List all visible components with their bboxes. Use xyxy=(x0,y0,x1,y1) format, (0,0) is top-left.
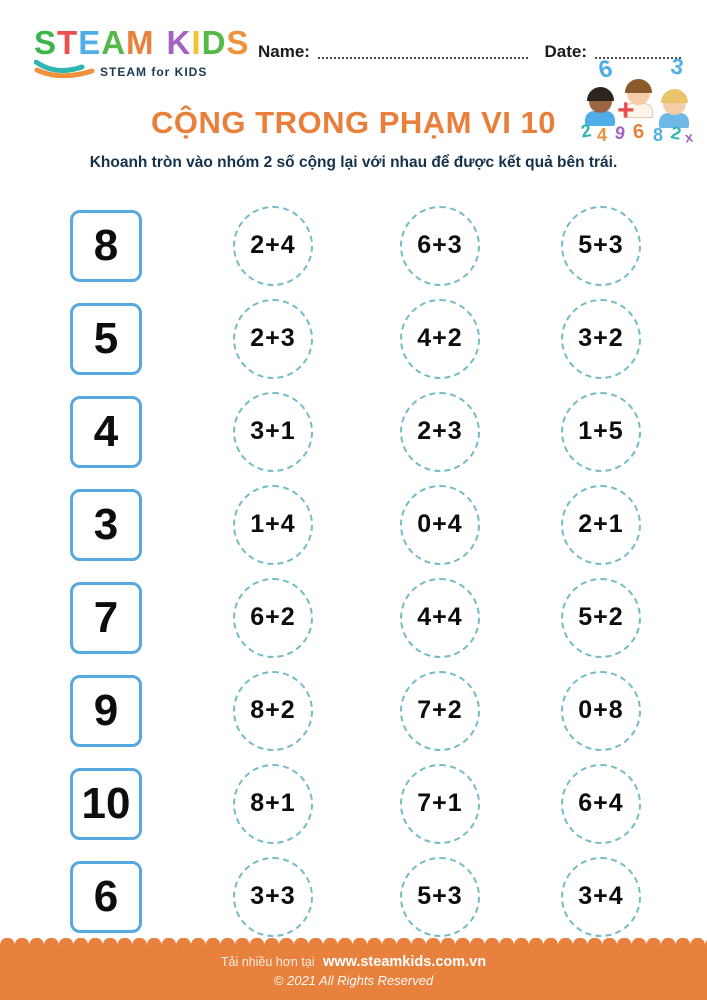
logo-letter: K xyxy=(166,24,192,61)
logo-letter: D xyxy=(201,24,227,61)
option-circle[interactable] xyxy=(561,299,641,379)
kids-illustration xyxy=(579,53,695,150)
option-circle[interactable] xyxy=(233,857,313,937)
option-circle[interactable] xyxy=(400,392,480,472)
option-circle[interactable] xyxy=(233,671,313,751)
option-circle[interactable] xyxy=(233,299,313,379)
option-sum: 3+1 xyxy=(250,417,296,445)
worksheet-row xyxy=(0,292,707,385)
illustration-number: 9 xyxy=(613,122,627,144)
footer-url[interactable]: www.steamkids.com.vn xyxy=(323,954,487,970)
worksheet-row xyxy=(0,664,707,757)
target-number: 8 xyxy=(70,210,142,282)
footer-download-line xyxy=(0,945,707,970)
option-circle[interactable] xyxy=(561,578,641,658)
option-sum: 8+1 xyxy=(250,789,296,817)
illustration-number: 2 xyxy=(669,122,683,144)
target-number: 5 xyxy=(70,303,142,375)
option-sum: 0+4 xyxy=(417,510,463,538)
option-circle[interactable] xyxy=(400,671,480,751)
illustration-glyphs xyxy=(579,53,695,150)
name-label: Name: xyxy=(258,42,310,61)
name-date-row xyxy=(258,26,681,62)
option-circle[interactable] xyxy=(233,485,313,565)
footer-copyright: © 2021 All Rights Reserved xyxy=(273,973,434,988)
worksheet-row xyxy=(0,571,707,664)
option-sum: 0+8 xyxy=(578,696,624,724)
option-sum: 6+2 xyxy=(250,603,296,631)
option-sum: 7+2 xyxy=(417,696,463,724)
footer-prefix: Tải nhiều hơn tại xyxy=(220,955,315,969)
option-sum: 3+2 xyxy=(578,324,624,352)
option-sum: 2+3 xyxy=(250,324,296,352)
logo-letter: S xyxy=(226,24,250,61)
option-sum: 2+3 xyxy=(417,417,463,445)
worksheet-row xyxy=(0,385,707,478)
logo-letter: A xyxy=(101,24,127,61)
target-number: 9 xyxy=(70,675,142,747)
illustration-number: 2 xyxy=(579,120,593,142)
target-number: 10 xyxy=(70,768,142,840)
option-circle[interactable] xyxy=(400,206,480,286)
target-number: 7 xyxy=(70,582,142,654)
target-number: 4 xyxy=(70,396,142,468)
option-sum: 1+5 xyxy=(578,417,624,445)
option-circle[interactable] xyxy=(233,764,313,844)
option-circle[interactable] xyxy=(561,206,641,286)
target-number: 6 xyxy=(70,861,142,933)
illustration-number: 8 xyxy=(653,125,664,145)
option-sum: 3+4 xyxy=(578,882,624,910)
illustration-number: 3 xyxy=(669,53,686,80)
option-circle[interactable] xyxy=(561,764,641,844)
option-sum: 5+3 xyxy=(417,882,463,910)
swoosh-icon xyxy=(34,60,96,83)
target-number: 3 xyxy=(70,489,142,561)
logo-tagline: STEAM for KIDS xyxy=(100,64,208,79)
logo-subline xyxy=(34,60,242,83)
illustration-number: + xyxy=(617,94,635,127)
option-sum: 7+1 xyxy=(417,789,463,817)
name-fill-line[interactable] xyxy=(318,43,529,59)
option-sum: 5+2 xyxy=(578,603,624,631)
footer-banner xyxy=(0,945,707,1000)
option-sum: 5+3 xyxy=(578,231,624,259)
option-circle[interactable] xyxy=(561,671,641,751)
logo-letter: E xyxy=(78,24,102,61)
option-circle[interactable] xyxy=(400,857,480,937)
logo-wordmark xyxy=(34,24,250,61)
illustration-number: x xyxy=(683,128,694,146)
illustration-number: 6 xyxy=(595,54,616,85)
worksheet-row xyxy=(0,850,707,943)
page-title: CỘNG TRONG PHẠM VI 10 xyxy=(151,105,556,140)
worksheet-row xyxy=(0,478,707,571)
option-circle[interactable] xyxy=(561,857,641,937)
option-circle[interactable] xyxy=(400,299,480,379)
option-sum: 4+4 xyxy=(417,603,463,631)
illustration-number: 6 xyxy=(631,120,646,144)
logo-letter: S xyxy=(34,24,58,61)
option-circle[interactable] xyxy=(400,578,480,658)
option-circle[interactable] xyxy=(400,764,480,844)
worksheet-row xyxy=(0,757,707,850)
option-circle[interactable] xyxy=(233,206,313,286)
option-circle[interactable] xyxy=(561,392,641,472)
logo-letter: I xyxy=(191,24,202,61)
instruction-text: Khoanh tròn vào nhóm 2 số cộng lại với nhau để được kết quả bên trái. xyxy=(89,154,618,171)
option-circle[interactable] xyxy=(233,578,313,658)
option-sum: 8+2 xyxy=(250,696,296,724)
date-label: Date: xyxy=(544,42,587,61)
option-sum: 6+3 xyxy=(417,231,463,259)
option-circle[interactable] xyxy=(400,485,480,565)
steam-kids-logo xyxy=(34,24,250,83)
option-sum: 4+2 xyxy=(417,324,463,352)
option-sum: 1+4 xyxy=(250,510,296,538)
logo-letter: T xyxy=(57,24,79,61)
worksheet-rows xyxy=(0,199,707,943)
logo-letter: M xyxy=(126,24,155,61)
option-sum: 6+4 xyxy=(578,789,624,817)
option-sum: 3+3 xyxy=(250,882,296,910)
option-circle[interactable] xyxy=(561,485,641,565)
option-circle[interactable] xyxy=(233,392,313,472)
worksheet-row xyxy=(0,199,707,292)
option-sum: 2+1 xyxy=(578,510,624,538)
option-sum: 2+4 xyxy=(250,231,296,259)
illustration-number: 4 xyxy=(597,125,608,145)
